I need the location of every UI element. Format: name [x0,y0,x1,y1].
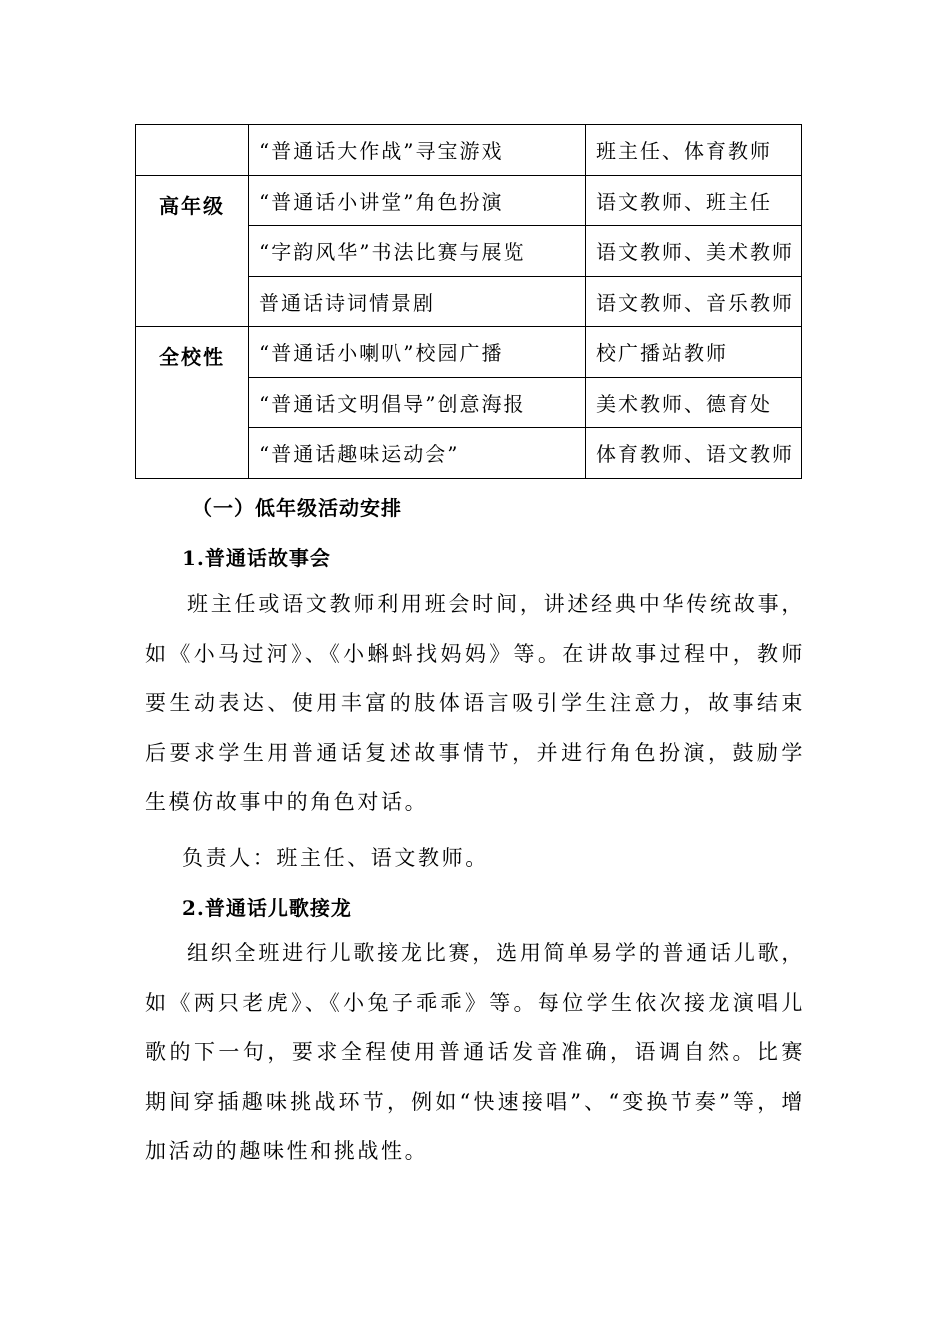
item-title: 1.普通话故事会 [182,546,331,570]
owner-cell: 美术教师、德育处 [586,377,802,428]
owner-cell: 语文教师、美术教师 [586,226,802,277]
owner-cell: 语文教师、班主任 [586,175,802,226]
owner-cell: 班主任、体育教师 [586,125,802,176]
item-body: 班主任或语文教师利用班会时间，讲述经典中华传统故事，如《小马过河》、《小蝌蚪找妈妈》等。在讲故事过程中，教师要生动表达、使用丰富的肢体语言吸引学生注意力，故事结束后要求学生用普通话复述故事情节，并进行角色扮演，鼓励学生模仿故事中的角色对话。 [145,592,805,814]
activity-cell: “普通话小喇叭”校园广播 [249,327,586,378]
activity-cell: “普通话小讲堂”角色扮演 [249,175,586,226]
activity-cell: “普通话大作战”寻宝游戏 [249,125,586,176]
item-body: 组织全班进行儿歌接龙比赛，选用简单易学的普通话儿歌，如《两只老虎》、《小兔子乖乖》等。每位学生依次接龙演唱儿歌的下一句，要求全程使用普通话发音准确，语调自然。比赛期间穿插趣味挑战环节，例如“快速接唱”、“变换节奏”等，增加活动的趣味性和挑战性。 [145,941,805,1163]
activity-cell: “普通话文明倡导”创意海报 [249,377,586,428]
table-row [136,327,802,378]
activity-cell: 普通话诗词情景剧 [249,276,586,327]
activity-cell: “字韵风华”书法比赛与展览 [249,226,586,277]
section-heading: （一）低年级活动安排 [192,496,402,520]
item-title: 2.普通话儿歌接龙 [182,896,352,920]
owner-line: 负责人：班主任、语文教师。 [182,846,489,870]
level-cell [136,125,249,176]
owner-cell: 语文教师、音乐教师 [586,276,802,327]
level-cell: 高年级 [136,175,249,327]
level-cell: 全校性 [136,327,249,479]
owner-cell: 体育教师、语文教师 [586,428,802,479]
activity-cell: “普通话趣味运动会” [249,428,586,479]
table-row [136,175,802,226]
table-row [136,125,802,176]
owner-cell: 校广播站教师 [586,327,802,378]
activity-table [135,124,802,479]
